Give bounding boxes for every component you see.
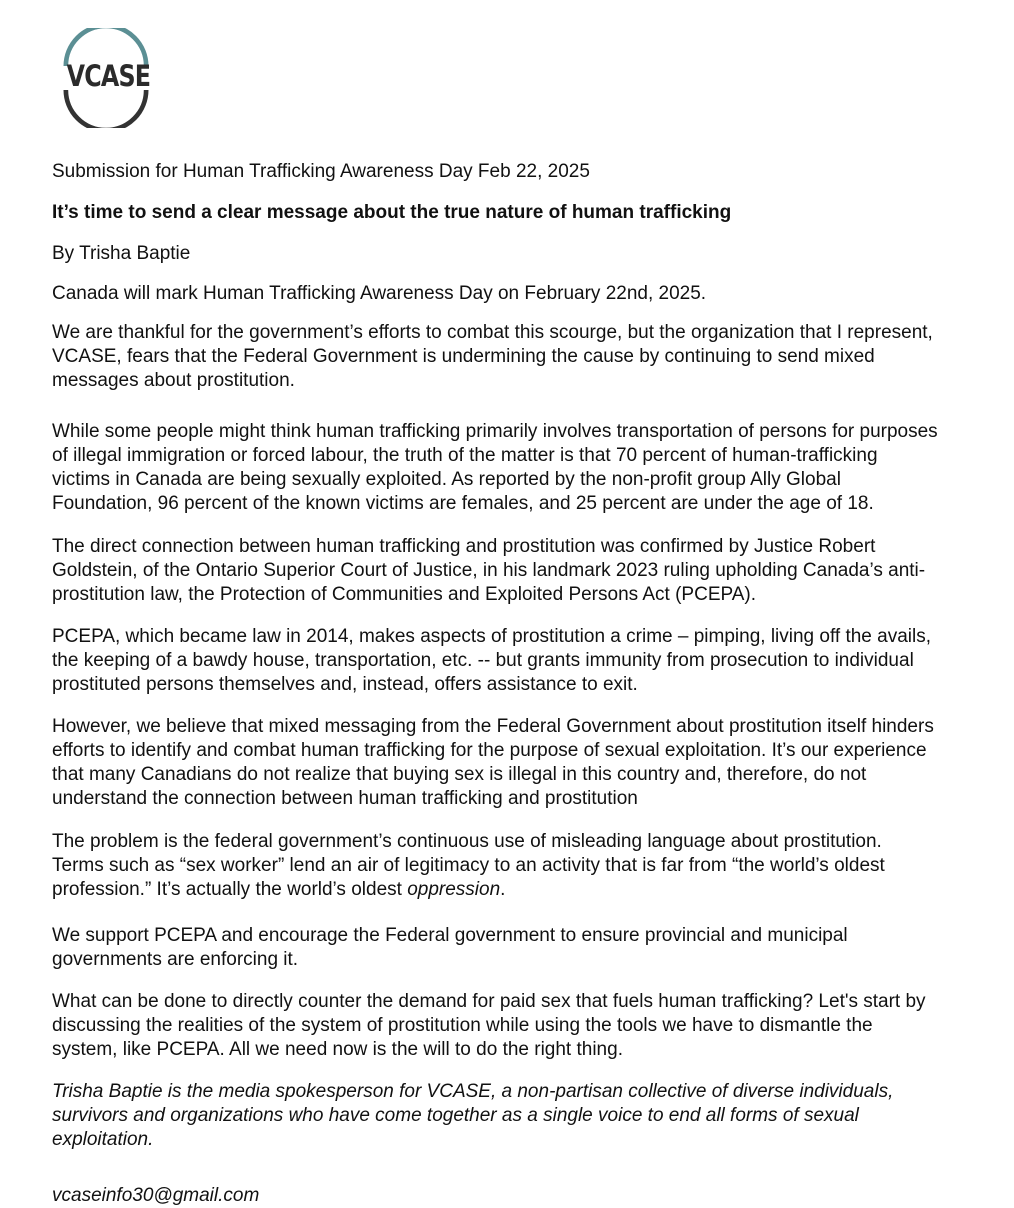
text-line: PCEPA, which became law in 2014, makes aspects of prostitution a crime – pimping, living off the avails,	[52, 626, 932, 647]
text-line: efforts to identify and combat human trafficking for the purpose of sexual exploitation. It’s our experience	[52, 740, 927, 761]
text-line: Foundation, 96 percent of the known victims are females, and 25 percent are under the age of 18.	[52, 493, 874, 514]
author-bio	[52, 1080, 893, 1152]
byline	[52, 242, 190, 266]
text-line: Goldstein, of the Ontario Superior Court of Justice, in his landmark 2023 ruling upholding Canada’s anti-	[52, 560, 926, 581]
emphasis-text: oppression	[407, 879, 501, 900]
text-line: Trisha Baptie is the media spokesperson for VCASE, a non-partisan collective of diverse individuals,	[52, 1081, 894, 1102]
text-segment: profession.” It’s actually the world’s oldest	[52, 879, 408, 900]
paragraph	[52, 924, 848, 972]
paragraph	[52, 282, 706, 306]
article-title	[52, 201, 731, 225]
paragraph	[52, 625, 931, 697]
text-line: that many Canadians do not realize that buying sex is illegal in this country and, therefore, do not	[52, 764, 867, 785]
text-line: discussing the realities of the system of prostitution while using the tools we have to dismantle the	[52, 1015, 873, 1036]
text-line: The direct connection between human trafficking and prostitution was confirmed by Justice Robert	[52, 536, 876, 557]
paragraph	[52, 715, 934, 811]
text-line: prostitution law, the Protection of Communities and Exploited Persons Act (PCEPA).	[52, 584, 757, 605]
text-line: However, we believe that mixed messaging from the Federal Government about prostitution itself hinders	[52, 716, 934, 737]
text-line: the keeping of a bawdy house, transportation, etc. -- but grants immunity from prosecution to individual	[52, 650, 914, 671]
text-segment: .	[500, 879, 506, 900]
text-line: We are thankful for the government’s efforts to combat this scourge, but the organization that I represent,	[52, 322, 933, 343]
paragraph	[52, 321, 933, 393]
submission-line	[52, 160, 590, 184]
contact-email	[52, 1184, 259, 1208]
text-line: Submission for Human Trafficking Awareness Day Feb 22, 2025	[52, 161, 590, 182]
text-line: By Trisha Baptie	[52, 243, 191, 264]
text-line: governments are enforcing it.	[52, 949, 299, 970]
text-line: What can be done to directly counter the demand for paid sex that fuels human trafficking? Let's start by	[52, 991, 926, 1012]
text-line: The problem is the federal government’s continuous use of misleading language about prostitution.	[52, 831, 882, 852]
text-line: We support PCEPA and encourage the Federal government to ensure provincial and municipal	[52, 925, 848, 946]
text-line: Terms such as “sex worker” lend an air of legitimacy to an activity that is far from “the world’s oldest	[52, 855, 885, 876]
text-line: It’s time to send a clear message about the true nature of human trafficking	[52, 202, 732, 223]
text-line: system, like PCEPA. All we need now is the will to do the right thing.	[52, 1039, 623, 1060]
text-line: understand the connection between human trafficking and prostitution	[52, 788, 638, 809]
text-line: survivors and organizations who have come together as a single voice to end all forms of sexual	[52, 1105, 859, 1126]
paragraph	[52, 830, 885, 902]
text-line: victims in Canada are being sexually exploited. As reported by the non-profit group Ally Global	[52, 469, 841, 490]
text-line: messages about prostitution.	[52, 370, 295, 391]
text-line: vcaseinfo30@gmail.com	[52, 1185, 260, 1206]
paragraph	[52, 420, 938, 516]
text-line: of illegal immigration or forced labour, the truth of the matter is that 70 percent of human-trafficking	[52, 445, 878, 466]
text-line: prostituted persons themselves and, instead, offers assistance to exit.	[52, 674, 638, 695]
paragraph	[52, 990, 926, 1062]
logo-text: VCASE	[66, 59, 151, 93]
text-line: exploitation.	[52, 1129, 154, 1150]
text-line: VCASE, fears that the Federal Government is undermining the cause by continuing to send mixed	[52, 346, 875, 367]
paragraph	[52, 535, 925, 607]
text-line: While some people might think human trafficking primarily involves transportation of persons for purposes	[52, 421, 938, 442]
text-line: Canada will mark Human Trafficking Awareness Day on February 22nd, 2025.	[52, 283, 707, 304]
text-line	[52, 878, 885, 902]
vcase-logo	[58, 28, 154, 128]
